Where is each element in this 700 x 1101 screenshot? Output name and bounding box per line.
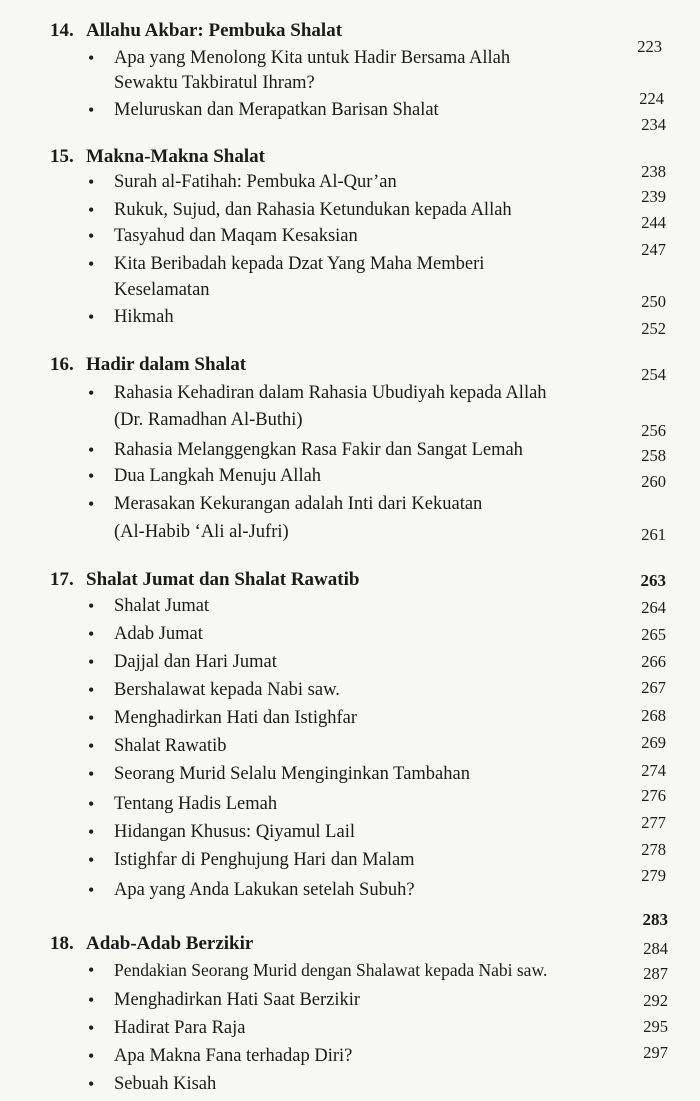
bullet-icon: •	[88, 200, 95, 220]
bullet-icon: •	[88, 172, 95, 192]
toc-entry: • Hidangan Khusus: Qiyamul Lail	[88, 822, 355, 842]
toc-entry: • Rahasia Kehadiran dalam Rahasia Ubudiyah kepada Allah	[88, 383, 547, 403]
section-title: Makna-Makna Shalat	[86, 146, 265, 167]
bullet-icon: •	[88, 652, 95, 672]
toc-entry: • Dua Langkah Menuju Allah	[88, 466, 322, 486]
entry-page: 276	[641, 786, 666, 805]
bullet-icon: •	[88, 48, 95, 68]
toc-entry: • Pendakian Seorang Murid dengan Shalawat kepada Nabi saw.	[88, 960, 548, 980]
bullet-icon: •	[88, 226, 95, 246]
section-title: Hadir dalam Shalat	[86, 354, 247, 375]
section-page-16: 254	[641, 365, 666, 384]
toc-entry: • Apa yang Menolong Kita untuk Hadir Bersama Allah	[88, 48, 511, 68]
entry-page: 295	[643, 1017, 668, 1036]
toc-entry: • Tentang Hadis Lemah	[88, 794, 278, 814]
toc-entry: • Sebuah Kisah	[88, 1074, 217, 1094]
entry-page: 292	[643, 991, 668, 1010]
entry-page: 278	[641, 840, 666, 859]
section-page-17: 263	[640, 571, 666, 590]
toc-entry: • Apa Makna Fana terhadap Diri?	[88, 1046, 353, 1066]
entry-page: 260	[641, 472, 666, 491]
section-title: Adab-Adab Berzikir	[86, 933, 254, 954]
entry-page: 269	[641, 733, 666, 752]
bullet-icon: •	[88, 254, 95, 274]
bullet-icon: •	[88, 596, 95, 616]
entry-page: 244	[641, 213, 666, 232]
toc-entry-continuation: Keselamatan	[114, 280, 210, 300]
bullet-icon: •	[88, 990, 95, 1010]
bullet-icon: •	[88, 624, 95, 644]
entry-page: 268	[641, 706, 666, 725]
entry-page: 264	[641, 598, 666, 617]
bullet-icon: •	[88, 736, 95, 756]
toc-entry: • Adab Jumat	[88, 624, 203, 644]
toc-entry: • Menghadirkan Hati dan Istighfar	[88, 708, 357, 728]
toc-entry: • Hadirat Para Raja	[88, 1018, 246, 1038]
bullet-icon: •	[88, 850, 95, 870]
toc-entry: • Seorang Murid Selalu Menginginkan Tambahan	[88, 764, 470, 784]
toc-entry: • Menghadirkan Hati Saat Berzikir	[88, 990, 361, 1010]
entry-page: 265	[641, 625, 666, 644]
entry-page: 224	[639, 89, 664, 108]
toc-entry: • Rahasia Melanggengkan Rasa Fakir dan Sangat Lemah	[88, 440, 523, 460]
section-heading-14	[50, 20, 342, 42]
bullet-icon: •	[88, 708, 95, 728]
bullet-icon: •	[88, 764, 95, 784]
toc-entry: • Bershalawat kepada Nabi saw.	[88, 680, 340, 700]
section-heading-15	[50, 146, 265, 168]
toc-entry-continuation: (Dr. Ramadhan Al-Buthi)	[114, 410, 303, 430]
toc-entry: • Merasakan Kekurangan adalah Inti dari Kekuatan	[88, 494, 483, 514]
section-heading-17	[50, 569, 359, 591]
section-number: 18.	[50, 933, 74, 954]
entry-page: 284	[643, 939, 668, 958]
entry-page: 256	[641, 421, 666, 440]
bullet-icon: •	[88, 466, 95, 486]
section-page-18: 283	[642, 910, 668, 929]
toc-entry: • Apa yang Anda Lakukan setelah Subuh?	[88, 880, 415, 900]
entry-page: 258	[641, 446, 666, 465]
entry-page: 266	[641, 652, 666, 671]
bullet-icon: •	[88, 1018, 95, 1038]
toc-entry: • Dajjal dan Hari Jumat	[88, 652, 277, 672]
section-heading-16	[50, 354, 246, 376]
toc-entry: • Rukuk, Sujud, dan Rahasia Ketundukan kepada Allah	[88, 200, 512, 220]
entry-page: 279	[641, 866, 666, 885]
entry-page: 277	[641, 813, 666, 832]
section-page-14: 223	[637, 37, 662, 56]
toc-entry: • Shalat Rawatib	[88, 736, 227, 756]
entry-page: 274	[641, 761, 666, 780]
section-number: 14.	[50, 20, 74, 41]
bullet-icon: •	[88, 1046, 95, 1066]
bullet-icon: •	[88, 307, 95, 327]
section-number: 16.	[50, 354, 74, 375]
bullet-icon: •	[88, 1074, 95, 1094]
bullet-icon: •	[88, 960, 95, 980]
bullet-icon: •	[88, 494, 95, 514]
bullet-icon: •	[88, 680, 95, 700]
entry-page: 234	[641, 115, 666, 134]
toc-entry: • Surah al-Fatihah: Pembuka Al-Qur’an	[88, 172, 397, 192]
bullet-icon: •	[88, 794, 95, 814]
bullet-icon: •	[88, 440, 95, 460]
bullet-icon: •	[88, 880, 95, 900]
toc-entry-continuation: Sewaktu Takbiratul Ihram?	[114, 73, 315, 93]
section-number: 17.	[50, 569, 74, 590]
toc-entry: • Istighfar di Penghujung Hari dan Malam	[88, 850, 415, 870]
entry-page: 239	[641, 187, 666, 206]
bullet-icon: •	[88, 100, 95, 120]
entry-page: 267	[641, 678, 666, 697]
section-title: Allahu Akbar: Pembuka Shalat	[86, 20, 343, 41]
section-title: Shalat Jumat dan Shalat Rawatib	[86, 569, 360, 590]
entry-page: 252	[641, 319, 666, 338]
bullet-icon: •	[88, 822, 95, 842]
entry-page: 297	[643, 1043, 668, 1062]
entry-page: 250	[641, 292, 666, 311]
entry-page: 287	[643, 964, 668, 983]
entry-page: 261	[641, 525, 666, 544]
toc-entry: • Kita Beribadah kepada Dzat Yang Maha Memberi	[88, 254, 485, 274]
bullet-icon: •	[88, 383, 95, 403]
section-number: 15.	[50, 146, 74, 167]
toc-entry: • Hikmah	[88, 307, 174, 327]
toc-entry: • Meluruskan dan Merapatkan Barisan Shalat	[88, 100, 439, 120]
toc-entry: • Tasyahud dan Maqam Kesaksian	[88, 226, 358, 246]
section-heading-18	[50, 933, 253, 955]
section-page-15: 238	[641, 162, 666, 181]
entry-page: 247	[641, 240, 666, 259]
toc-entry-continuation: (Al-Habib ‘Ali al-Jufri)	[114, 522, 289, 542]
toc-entry: • Shalat Jumat	[88, 596, 210, 616]
